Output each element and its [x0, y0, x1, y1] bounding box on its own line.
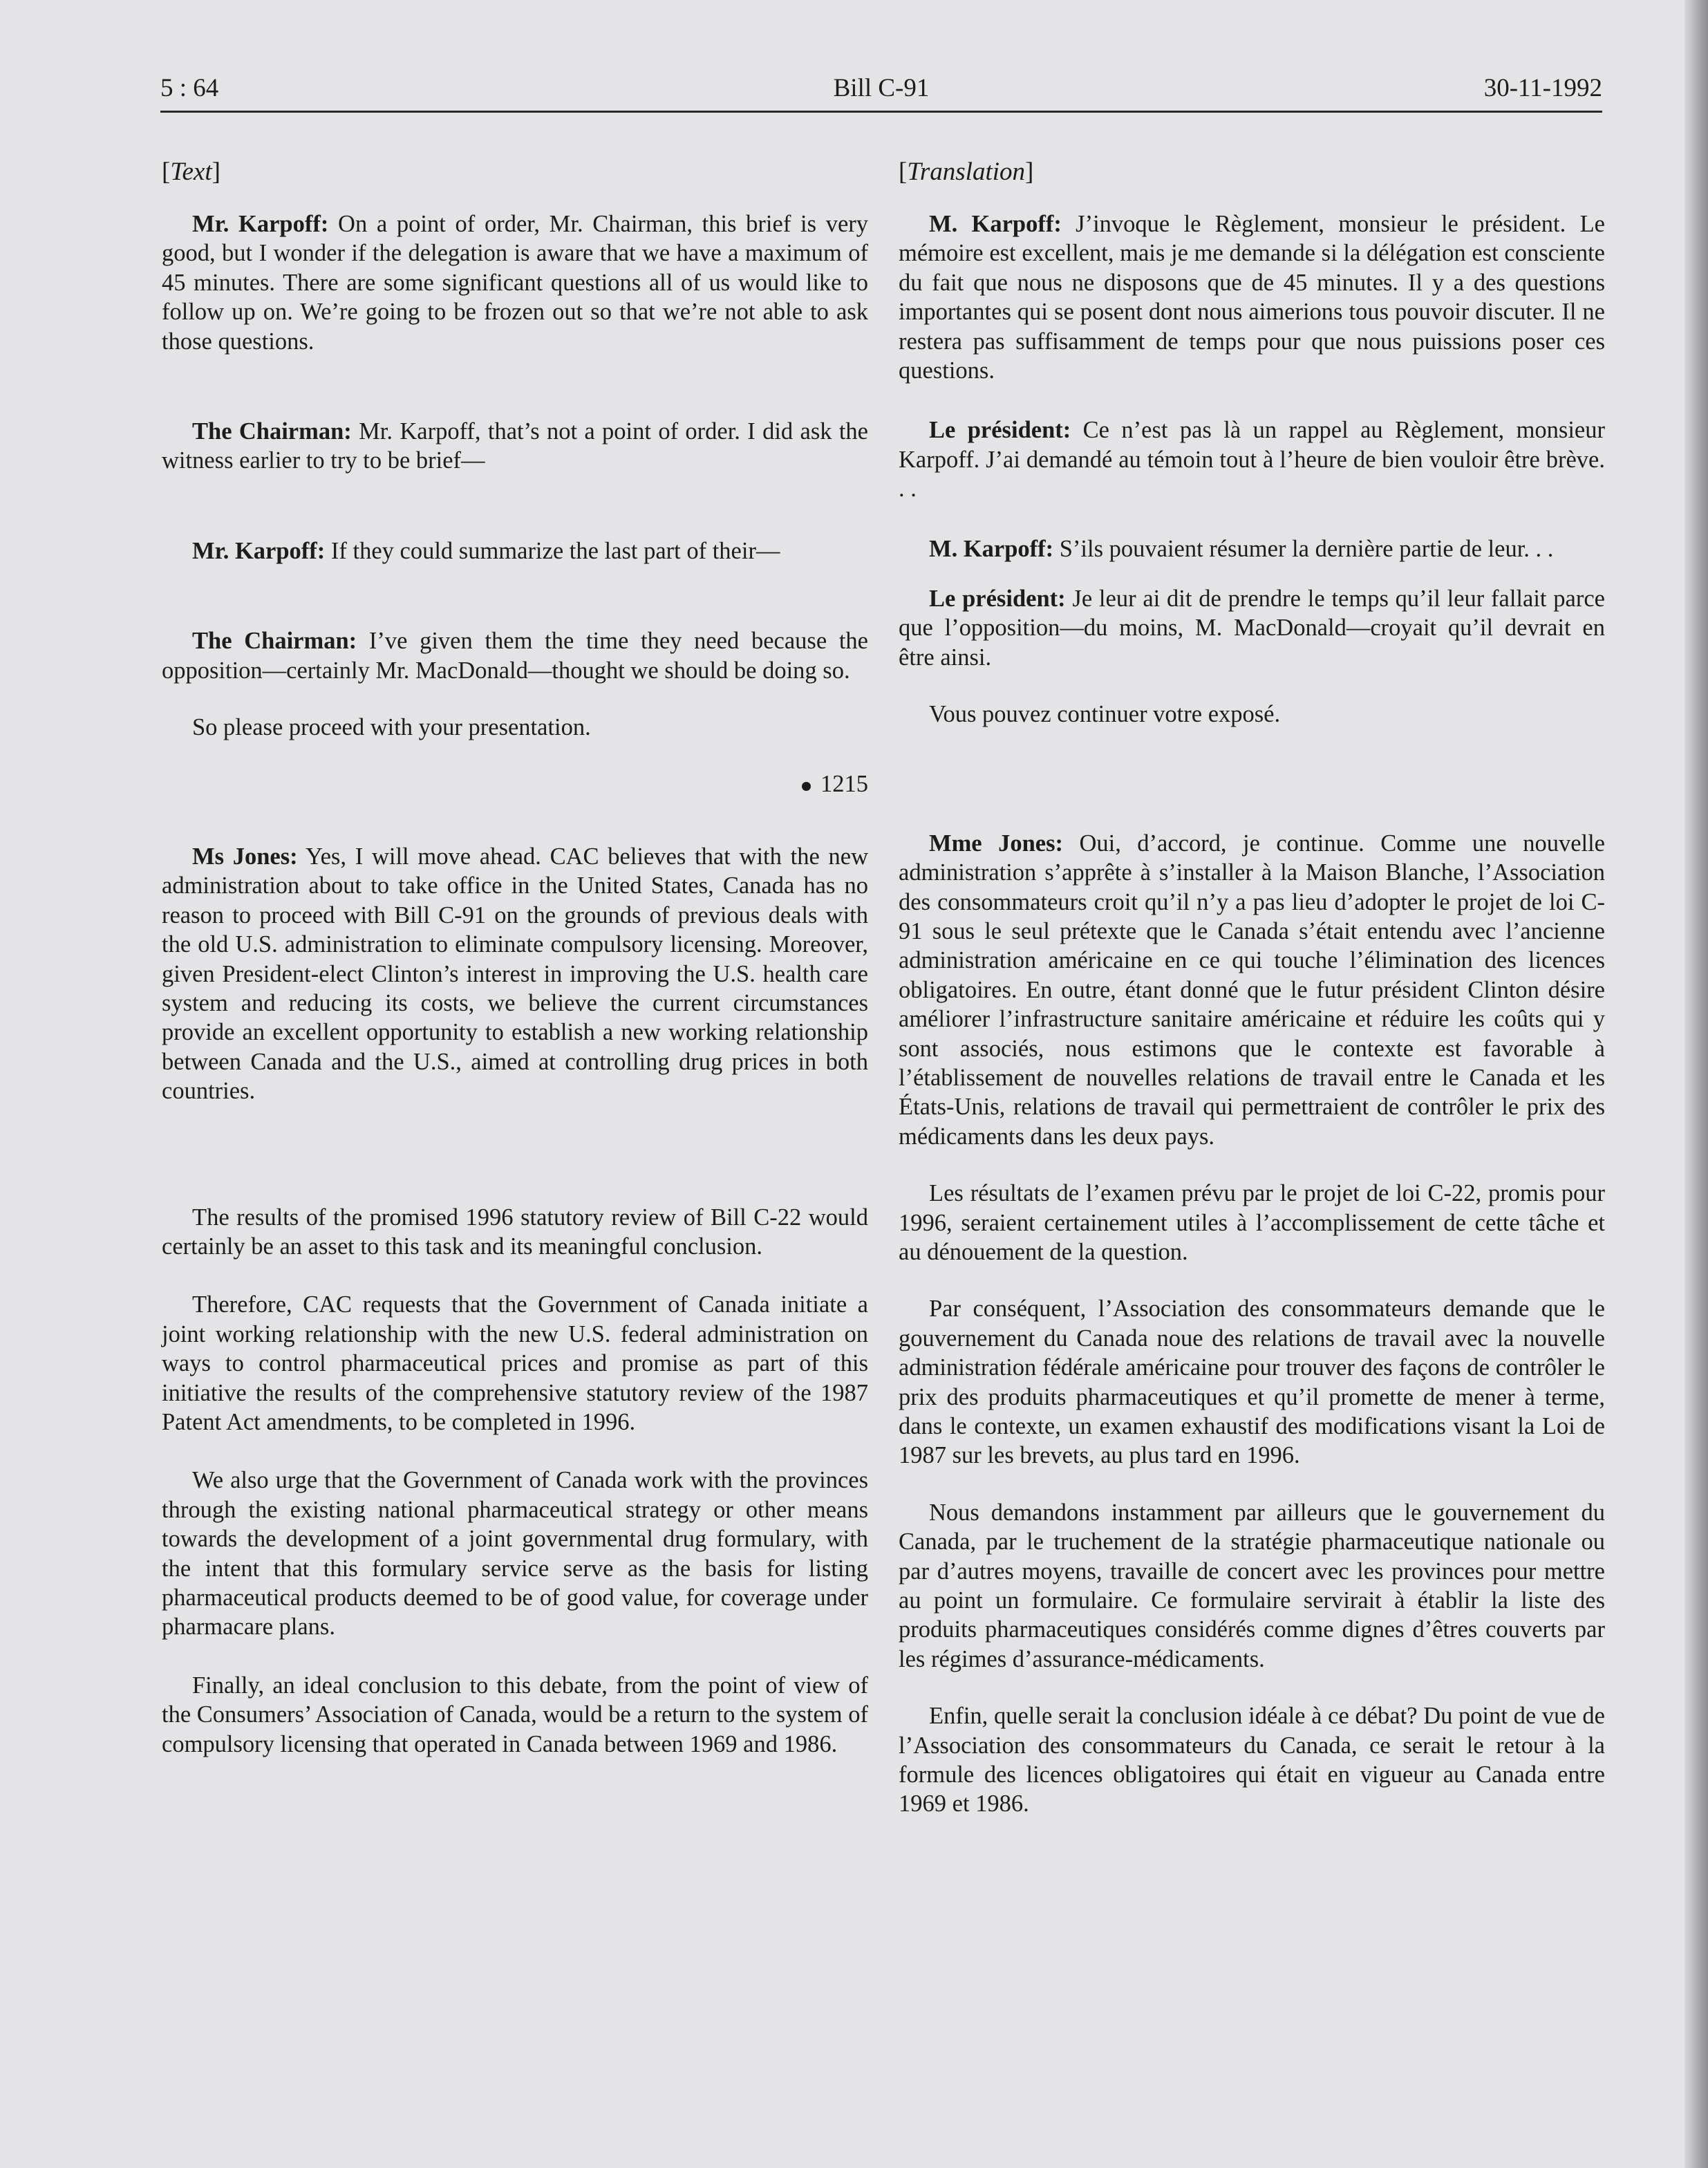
speaker-name: Mme Jones:: [929, 830, 1063, 857]
speaker-name: Mr. Karpoff:: [192, 537, 326, 564]
paragraph: We also urge that the Government of Canada work with the provinces through the existing national pharmaceutical strategy or other means towards the development of a joint governmental drug formulary, with the intent that this formulary service serve as the basis for listing pharmaceutical products deemed to be of good value, for coverage under pharmacare plans.: [162, 1467, 868, 1641]
paragraph: The results of the promised 1996 statutory review of Bill C-22 would certainly be an asset to this task and its meaningful conclusion.: [162, 1204, 868, 1260]
page-number: 5 : 64: [160, 74, 219, 102]
speaker-name: M. Karpoff:: [929, 211, 1062, 237]
header-rule: [160, 111, 1602, 113]
speaker-name: Le président:: [929, 586, 1066, 613]
speaker-name: Le président:: [929, 417, 1071, 444]
paragraph: M. Karpoff: J’invoque le Règlement, monsieur le président. Le mémoire est excellent, mais je me demande si la délégation est consciente du fait que nous ne disposons que de 45 minutes. Il y a des questions importantes qui se posent dont nous aimerions tous pouvoir discuter. Il ne restera pas suffisamment de temps pour que nous puissions poser ces questions.: [899, 211, 1605, 384]
paragraph: Finally, an ideal conclusion to this debate, from the point of view of the Consumers’ Association of Canada, would be a return to the system of compulsory licensing that operated in Canada between 1969 and 1986.: [162, 1672, 868, 1757]
paragraph: Vous pouvez continuer votre exposé.: [929, 701, 1281, 728]
speaker-name: The Chairman:: [192, 628, 357, 655]
french-column: [899, 156, 1605, 1819]
paragraph: Therefore, CAC requests that the Government of Canada initiate a joint working relationship with the new U.S. federal administration on ways to control pharmaceutical prices and promise as part of this initiative the results of the comprehensive statutory review of the 1987 Patent Act amendments, to be completed in 1996.: [162, 1291, 868, 1435]
english-column: [162, 156, 868, 1759]
bullet-icon: [802, 782, 811, 791]
speaker-name: M. Karpoff:: [929, 535, 1054, 562]
paragraph: Le président: Ce n’est pas là un rappel au Règlement, monsieur Karpoff. J’ai demandé au témoin tout à l’heure de bien vouloir être brève. . .: [899, 417, 1605, 503]
timestamp: 1215: [162, 769, 868, 798]
paragraph: Par conséquent, l’Association des consommateurs demande que le gouvernement du Canada noue des relations de travail avec la nouvelle administration fédérale américaine pour trouver des façons de contrôler le prix des produits pharmaceutiques et qu’il promette de mener à terme, dans le contexte, un examen exhaustif des modifications visant la Loi de 1987 sur les brevets, au plus tard en 1996.: [899, 1296, 1605, 1469]
paragraph: Mme Jones: Oui, d’accord, je continue. Comme une nouvelle administration s’apprête à s’installer à la Maison Blanche, l’Association des consommateurs croit qu’il n’y a pas lieu d’adopter le projet de loi C-91 sous le seul prétexte que le Canada s’était entendu avec l’ancienne administration américaine en ce qui touche l’élimination des licences obligatoires. En outre, étant donné que le futur président Clinton désire améliorer l’infrastructure sanitaire américaine et réduire les coûts qui y sont associés, nous estimons que le contexte est favorable à l’établissement de nouvelles relations de travail entre le Canada et les États-Unis, relations de travail qui permettraient de contrôler le prix des médicaments dans les deux pays.: [899, 830, 1605, 1150]
paragraph: The Chairman: I’ve given them the time they need because the opposition—certainly Mr. MacDonald—thought we should be doing so.: [162, 628, 868, 684]
page-header: [160, 72, 1602, 113]
paragraph: Nous demandons instamment par ailleurs que le gouvernement du Canada, par le truchement de la stratégie pharmaceutique nationale ou par d’autres moyens, travaille de concert avec les provinces pour mettre au point un formulaire. Ce formulaire servirait à établir la liste des produits pharmaceutiques considérés comme dignes d’êtres couverts par les régimes d’assurance-médicaments.: [899, 1499, 1605, 1672]
paragraph: Les résultats de l’examen prévu par le projet de loi C-22, promis pour 1996, seraient certainement utiles à l’accomplissement de cette tâche et au dénouement de la question.: [899, 1180, 1605, 1265]
bill-title: Bill C-91: [833, 74, 930, 102]
paragraph: Le président: Je leur ai dit de prendre le temps qu’il leur fallait parce que l’opposition—du moins, M. MacDonald—croyait qu’il devrait en être ainsi.: [899, 586, 1605, 671]
section-label-translation: [Translation]: [899, 158, 1034, 186]
paragraph: So please proceed with your presentation.: [192, 714, 591, 741]
paragraph: Ms Jones: Yes, I will move ahead. CAC believes that with the new administration about to take office in the United States, Canada has no reason to proceed with Bill C-91 on the grounds of previous deals with the old U.S. administration to eliminate compulsory licensing. Moreover, given President-elect Clinton’s interest in improving the U.S. health care system and reducing its costs, we believe the current circumstances provide an excellent opportunity to establish a new working relationship between Canada and the U.S., aimed at controlling drug prices in both countries.: [162, 843, 868, 1105]
paragraph: Mr. Karpoff: On a point of order, Mr. Chairman, this brief is very good, but I wonder if the delegation is aware that we have a maximum of 45 minutes. There are some significant questions all of us would like to follow up on. We’re going to be frozen out so that we’re not able to ask those questions.: [162, 211, 869, 355]
paragraph: M. Karpoff: S’ils pouvaient résumer la dernière partie de leur. . .: [929, 535, 1554, 562]
section-label-text: [Text]: [162, 158, 220, 186]
header-date: 30-11-1992: [1483, 74, 1602, 102]
speaker-name: The Chairman:: [192, 418, 352, 445]
paragraph: The Chairman: Mr. Karpoff, that’s not a point of order. I did ask the witness earlier to try to be brief—: [162, 418, 868, 474]
speaker-name: Ms Jones:: [192, 843, 298, 870]
paragraph: Mr. Karpoff: If they could summarize the last part of their—: [192, 537, 780, 564]
page-edge-shadow: [1684, 0, 1708, 2168]
paragraph: Enfin, quelle serait la conclusion idéale à ce débat? Du point de vue de l’Association des consommateurs du Canada, ce serait le retour à la formule des licences obligatoires qui était en vigueur au Canada entre 1969 et 1986.: [899, 1703, 1605, 1817]
speaker-name: Mr. Karpoff:: [192, 211, 329, 237]
